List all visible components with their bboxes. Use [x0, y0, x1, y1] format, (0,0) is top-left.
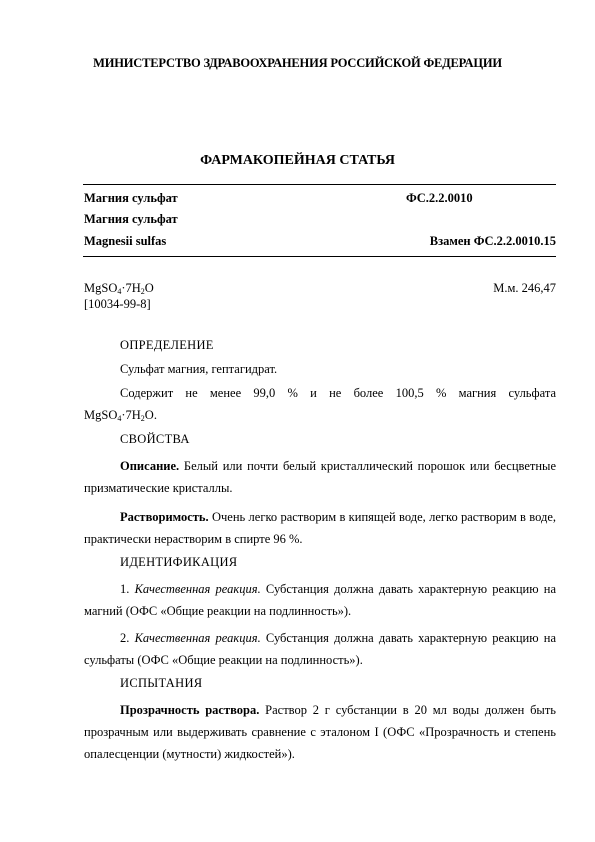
header-rule-top	[83, 184, 556, 185]
substance-name-ru-2: Магния сульфат	[84, 212, 178, 226]
chemical-formula: $MgSO_4\cdot 7H_2O$	[84, 281, 154, 296]
substance-name-latin: Magnesii sulfas	[84, 234, 167, 248]
section-heading-properties: СВОЙСТВА	[120, 432, 190, 446]
identification-item-1: 1. Качественная реакция. Субстанция должна давать характерную реакцию на магний (ОФС «Общие реакции на подлинность»).	[84, 582, 556, 618]
cas-number: [10034-99-8]	[84, 297, 151, 311]
substance-name-ru: Магния сульфат	[84, 191, 178, 205]
section-heading-identification: ИДЕНТИФИКАЦИЯ	[120, 555, 238, 569]
identification-item-2: 2. Качественная реакция. Субстанция должна давать характерную реакцию на сульфаты (ОФС «Общие реакции на подлинность»).	[84, 631, 556, 667]
replaces-code: Взамен ФС.2.2.0010.15	[429, 234, 556, 248]
monograph-code: ФС.2.2.0010	[406, 191, 473, 205]
document-title: ФАРМАКОПЕЙНАЯ СТАТЬЯ	[200, 153, 395, 168]
definition-line: Сульфат магния, гептагидрат.	[120, 362, 278, 376]
ministry-header: МИНИСТЕРСТВО ЗДРАВООХРАНЕНИЯ РОССИЙСКОЙ ФЕДЕРАЦИИ	[93, 56, 502, 70]
section-heading-definition: ОПРЕДЕЛЕНИЕ	[120, 338, 214, 352]
section-heading-tests: ИСПЫТАНИЯ	[120, 676, 203, 690]
definition-content: Содержит не менее 99,0 % и не более 100,5 % магния сульфата $MgSO_4\cdot 7H_2O$.	[84, 386, 556, 423]
description-paragraph: Описание. Белый или почти белый кристаллический порошок или бесцветные призматические кристаллы.	[84, 459, 556, 495]
clarity-paragraph: Прозрачность раствора. Раствор 2 г субстанции в 20 мл воды должен быть прозрачным или выдерживать сравнение с эталоном I (ОФС «Прозрачность и степень опалесценции (мутности) жидкостей»).	[84, 703, 556, 761]
molecular-mass: М.м. 246,47	[493, 281, 556, 295]
solubility-paragraph: Растворимость. Очень легко растворим в кипящей воде, легко растворим в воде, практически нерастворим в спирте 96 %.	[84, 510, 556, 546]
header-rule-bottom	[83, 256, 556, 257]
